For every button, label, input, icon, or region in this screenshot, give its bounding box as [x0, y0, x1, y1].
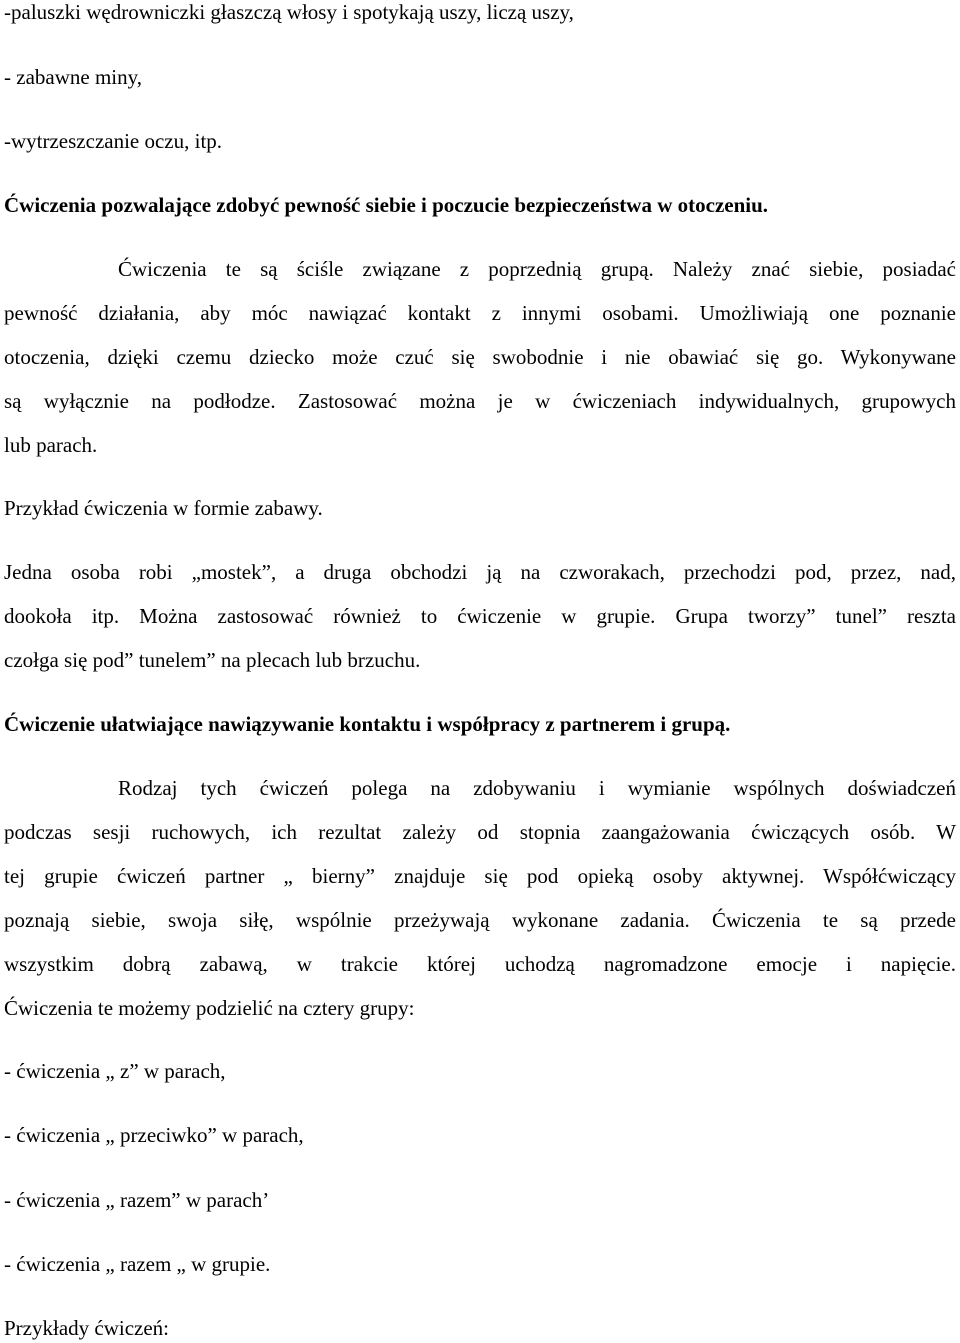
intro-item: -paluszki wędrowniczki głaszczą włosy i spotykają uszy, liczą uszy,	[4, 0, 574, 24]
paragraph-line: tej grupie ćwiczeń partner „ bierny” znajduje się pod opieką osoby aktywnej. Współćwiczący	[4, 864, 956, 888]
paragraph-line: poznają siebie, swoja siłę, wspólnie przeżywają wykonane zadania. Ćwiczenia te są przede	[4, 908, 956, 932]
group-item: - ćwiczenia „ z” w parach,	[4, 1059, 226, 1083]
group-item: - ćwiczenia „ razem” w parach’	[4, 1188, 270, 1212]
paragraph-line: wszystkim dobrą zabawą, w trakcie której uchodzą nagromadzone emocje i napięcie.	[4, 952, 956, 976]
paragraph-line: pewność działania, aby móc nawiązać kontakt z innymi osobami. Umożliwiają one poznanie	[4, 301, 956, 325]
example-label: Przykład ćwiczenia w formie zabawy.	[4, 496, 323, 520]
paragraph-line: Ćwiczenia te możemy podzielić na cztery grupy:	[4, 996, 415, 1020]
example-line: dookoła itp. Można zastosować również to ćwiczenie w grupie. Grupa tworzy” tunel” reszta	[4, 604, 956, 628]
examples-label: Przykłady ćwiczeń:	[4, 1316, 170, 1340]
example-line: Jedna osoba robi „mostek”, a druga obchodzi ją na czworakach, przechodzi pod, przez, nad,	[4, 560, 956, 584]
paragraph-line: Rodzaj tych ćwiczeń polega na zdobywaniu i wymianie wspólnych doświadczeń	[118, 776, 956, 800]
paragraph-line: otoczenia, dzięki czemu dziecko może czuć się swobodnie i nie obawiać się go. Wykonywane	[4, 345, 956, 369]
intro-item: - zabawne miny,	[4, 65, 142, 89]
example-line: czołga się pod” tunelem” na plecach lub brzuchu.	[4, 648, 421, 672]
intro-item: -wytrzeszczanie oczu, itp.	[4, 129, 223, 153]
section-heading: Ćwiczenie ułatwiające nawiązywanie kontaktu i współpracy z partnerem i grupą.	[4, 712, 731, 736]
paragraph-line: Ćwiczenia te są ściśle związane z poprzednią grupą. Należy znać siebie, posiadać	[118, 257, 956, 281]
section-heading: Ćwiczenia pozwalające zdobyć pewność siebie i poczucie bezpieczeństwa w otoczeniu.	[4, 193, 769, 217]
paragraph-line: podczas sesji ruchowych, ich rezultat zależy od stopnia zaangażowania ćwiczących osób. W	[4, 820, 956, 844]
group-item: - ćwiczenia „ przeciwko” w parach,	[4, 1123, 304, 1147]
paragraph-line: są wyłącznie na podłodze. Zastosować można je w ćwiczeniach indywidualnych, grupowych	[4, 389, 956, 413]
paragraph-line: lub parach.	[4, 433, 98, 457]
group-item: - ćwiczenia „ razem „ w grupie.	[4, 1252, 271, 1276]
